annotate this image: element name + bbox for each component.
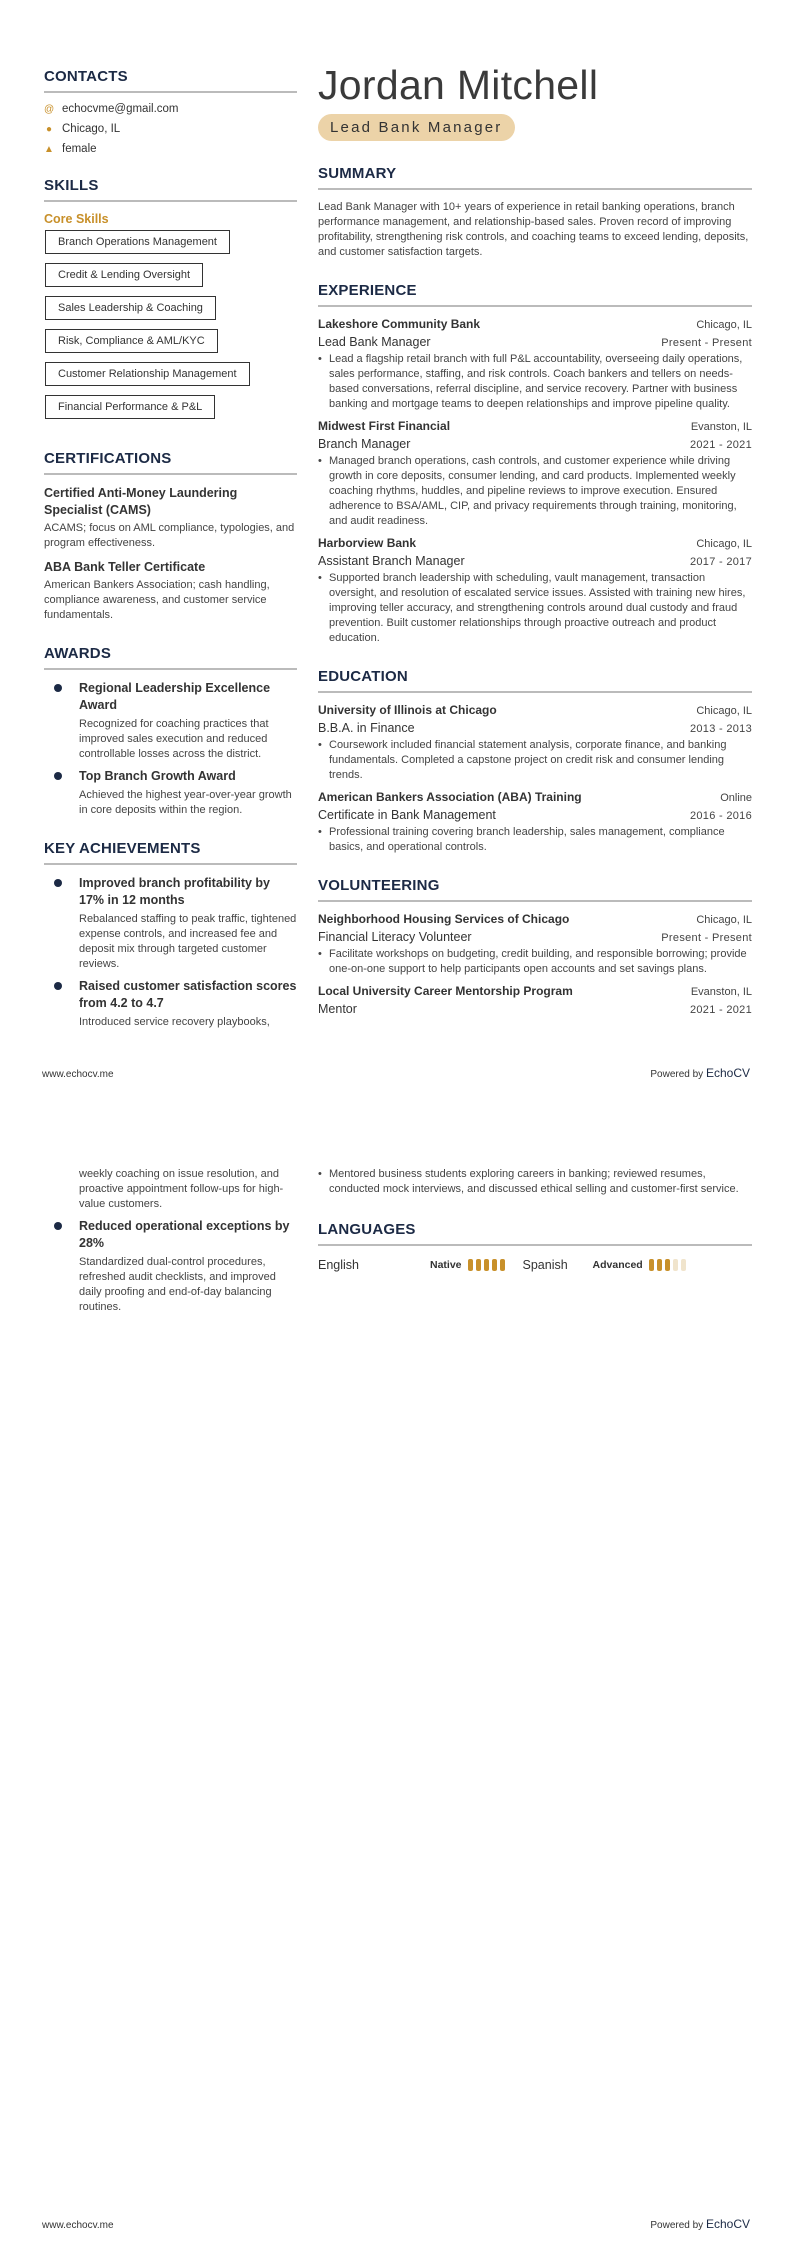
entry-date: 2021 - 2021 [689, 439, 752, 451]
education-entry [318, 790, 752, 855]
entry-location: Evanston, IL [690, 986, 752, 998]
achievement-title: Raised customer satisfaction scores from 4.2 to 4.7 [79, 979, 297, 1010]
experience-entry [318, 536, 752, 646]
entry-bullet: • Managed branch operations, cash controls, and customer experience while driving growth in core deposits, consumer lending, and card products. Implemented weekly coaching rhythms, huddles, and pipeline reviews to improve execution. Ensured adherence to BSA/AML, CIP, and privacy requirements through training, monitoring, and audit readiness. [318, 454, 752, 529]
skills-heading: SKILLS [44, 177, 297, 202]
entry-location: Evanston, IL [690, 421, 752, 433]
skill-tag: Sales Leadership & Coaching [45, 296, 216, 320]
achievements-heading: KEY ACHIEVEMENTS [44, 840, 297, 865]
certifications-heading: CERTIFICATIONS [44, 450, 297, 475]
org-name: Midwest First Financial [318, 419, 451, 433]
cert-desc: ACAMS; focus on AML compliance, typologies, and program effectiveness. [44, 522, 295, 549]
achievement-item [44, 978, 297, 1030]
entry-location: Online [720, 792, 752, 804]
cert-title: ABA Bank Teller Certificate [44, 560, 206, 574]
contact-gender [44, 143, 297, 155]
org-name: Lakeshore Community Bank [318, 317, 481, 331]
achievement-desc: weekly coaching on issue resolution, and proactive appointment follow-ups for high-value customers. [79, 1168, 284, 1210]
entry-date: 2017 - 2017 [689, 556, 752, 568]
entry-bullet: • Professional training covering branch leadership, sales management, compliance basics, and operational controls. [318, 825, 752, 855]
summary-heading: SUMMARY [318, 165, 752, 190]
volunteering-entry [318, 912, 752, 977]
certifications-section [44, 450, 297, 623]
language-name: English [318, 1258, 359, 1272]
education-entry [318, 703, 752, 783]
entry-role: Assistant Branch Manager [318, 554, 465, 568]
awards-heading: AWARDS [44, 645, 297, 670]
cert-desc: American Bankers Association; cash handling, compliance awareness, and customer service fundamentals. [44, 579, 270, 621]
contact-location [44, 123, 297, 135]
contact-email[interactable] [44, 103, 297, 115]
awards-section [44, 645, 297, 818]
left-column-continued [44, 1167, 297, 1321]
achievement-item-continued [44, 1167, 297, 1212]
entry-date: 2013 - 2013 [689, 723, 752, 735]
achievement-title: Improved branch profitability by 17% in 12 months [79, 876, 270, 907]
experience-entry [318, 317, 752, 412]
powered-by: Powered by EchoCV [650, 1066, 750, 1080]
education-section [318, 668, 752, 855]
skill-tag: Credit & Lending Oversight [45, 263, 203, 287]
candidate-name: Jordan Mitchell [318, 62, 599, 108]
achievement-desc: Introduced service recovery playbooks, [79, 1016, 270, 1028]
at-icon: @ [44, 103, 55, 115]
skill-tag: Customer Relationship Management [45, 362, 250, 386]
email-text: echocvme@gmail.com [62, 103, 179, 115]
proficiency-bar [665, 1259, 670, 1271]
experience-section [318, 282, 752, 646]
proficiency-meter [649, 1259, 686, 1271]
award-item [44, 680, 297, 762]
entry-date: 2021 - 2021 [689, 1004, 752, 1016]
languages-list [318, 1258, 752, 1272]
page-footer [42, 2217, 750, 2231]
entry-role: Certificate in Bank Management [318, 808, 496, 822]
entry-bullet: • Coursework included financial statement analysis, corporate finance, and banking fundamentals. Completed a capstone project on credit risk and consumer lending trends. [318, 738, 752, 783]
bullet-dot-icon [54, 1222, 62, 1230]
entry-location: Chicago, IL [696, 705, 752, 717]
org-name: Harborview Bank [318, 536, 417, 550]
entry-date: 2016 - 2016 [689, 810, 752, 822]
job-title-badge: Lead Bank Manager [318, 114, 515, 141]
proficiency-bar [649, 1259, 654, 1271]
proficiency-bar [468, 1259, 473, 1271]
proficiency-bar [657, 1259, 662, 1271]
page-footer [42, 1066, 750, 1080]
entry-role: Lead Bank Manager [318, 335, 431, 349]
org-name: American Bankers Association (ABA) Training [318, 790, 582, 804]
skills-group-title: Core Skills [44, 212, 109, 226]
entry-role: B.B.A. in Finance [318, 721, 415, 735]
bullet-dot-icon [54, 684, 62, 692]
summary-text: Lead Bank Manager with 10+ years of experience in retail banking operations, branch performance management, and relationship-based sales. Proven record of improving profitability, strengthening risk controls, and coaching teams to exceed lending, deposits, and customer satisfaction targets. [318, 201, 749, 258]
achievement-desc: Rebalanced staffing to peak traffic, tightened expense controls, and increased fee and deposit mix through targeted customer reviews. [79, 913, 297, 970]
entry-location: Chicago, IL [696, 538, 752, 550]
entry-role: Financial Literacy Volunteer [318, 930, 472, 944]
volunteering-entry [318, 984, 752, 1016]
location-text: Chicago, IL [62, 123, 121, 135]
entry-role: Branch Manager [318, 437, 411, 451]
proficiency-bar [484, 1259, 489, 1271]
person-icon: ▲ [44, 143, 54, 155]
contacts-section [44, 68, 297, 155]
skill-tag: Branch Operations Management [45, 230, 230, 254]
left-column [44, 68, 297, 1052]
resume-page-2 [0, 1123, 794, 2246]
gender-text: female [62, 143, 97, 155]
experience-heading: EXPERIENCE [318, 282, 752, 307]
entry-bullet: • Facilitate workshops on budgeting, credit building, and responsible borrowing; provide one-on-one support to help participants open accounts and set savings plans. [318, 947, 752, 977]
skill-tag: Risk, Compliance & AML/KYC [45, 329, 218, 353]
award-title: Regional Leadership Excellence Award [79, 681, 271, 712]
volunteering-heading: VOLUNTEERING [318, 877, 752, 902]
languages-heading: LANGUAGES [318, 1221, 752, 1246]
volunteering-section [318, 877, 752, 1016]
achievement-title: Reduced operational exceptions by 28% [79, 1219, 290, 1250]
proficiency-bar [476, 1259, 481, 1271]
summary-section [318, 165, 752, 260]
languages-section [318, 1221, 752, 1272]
proficiency-bar [681, 1259, 686, 1271]
org-name: University of Illinois at Chicago [318, 703, 497, 717]
right-column [318, 62, 752, 1038]
bullet-dot-icon [54, 879, 62, 887]
brand-logo: EchoCV [705, 2217, 750, 2231]
award-desc: Achieved the highest year-over-year growth in core deposits within the region. [79, 789, 292, 816]
footer-url[interactable]: www.echocv.me [42, 2220, 114, 2231]
location-pin-icon: ● [45, 123, 53, 135]
powered-by: Powered by EchoCV [650, 2217, 750, 2231]
proficiency-bar [673, 1259, 678, 1271]
entry-bullet: • Lead a flagship retail branch with full P&L accountability, overseeing daily operations, sales performance, staffing, and risk controls. Coach bankers and tellers on needs-based conversations, referral discipline, and service recovery. Partner with business banking and mortgage teams to deepen relationships and improve pipeline quality. [318, 352, 752, 412]
achievement-item [44, 1218, 297, 1315]
org-name: Neighborhood Housing Services of Chicago [318, 912, 570, 926]
achievement-desc: Standardized dual-control procedures, refreshed audit checklists, and improved daily proofing and end-of-day balancing routines. [79, 1256, 276, 1313]
language-level: Advanced [592, 1259, 643, 1271]
experience-entry [318, 419, 752, 529]
proficiency-bar [492, 1259, 497, 1271]
award-title: Top Branch Growth Award [79, 769, 236, 783]
entry-date: Present - Present [661, 932, 752, 944]
award-desc: Recognized for coaching practices that improved sales execution and reduced controllable losses across the district. [79, 718, 269, 760]
achievements-section [44, 840, 297, 1030]
bullet-dot-icon [54, 772, 62, 780]
entry-location: Chicago, IL [696, 914, 752, 926]
cert-title: Certified Anti-Money Laundering Specialist (CAMS) [44, 486, 238, 517]
skill-tag: Financial Performance & P&L [45, 395, 215, 419]
org-name: Local University Career Mentorship Program [318, 984, 573, 998]
footer-url[interactable]: www.echocv.me [42, 1069, 114, 1080]
skills-section [44, 177, 297, 428]
language-level: Native [430, 1259, 462, 1271]
proficiency-bar [500, 1259, 505, 1271]
volunteer-bullet: • Mentored business students exploring careers in banking; reviewed resumes, conducted mock interviews, and discussed ethical selling and customer-first service. [318, 1167, 752, 1197]
entry-location: Chicago, IL [696, 319, 752, 331]
entry-bullet: • Supported branch leadership with scheduling, vault management, transaction oversight, and resolution of escalated service issues. Assisted with training new hires, improving teller accuracy, and strengthening controls around dual custody and fraud prevention. Built customer relationships through proactive outreach and product education. [318, 571, 752, 646]
education-heading: EDUCATION [318, 668, 752, 693]
contacts-heading: CONTACTS [44, 68, 297, 93]
right-column-continued [318, 1167, 752, 1294]
language-name: Spanish [522, 1258, 568, 1272]
brand-logo: EchoCV [705, 1066, 750, 1080]
entry-role: Mentor [318, 1002, 357, 1016]
achievement-item [44, 875, 297, 972]
entry-date: Present - Present [661, 337, 752, 349]
bullet-dot-icon [54, 982, 62, 990]
award-item [44, 768, 297, 818]
proficiency-meter [468, 1259, 505, 1271]
